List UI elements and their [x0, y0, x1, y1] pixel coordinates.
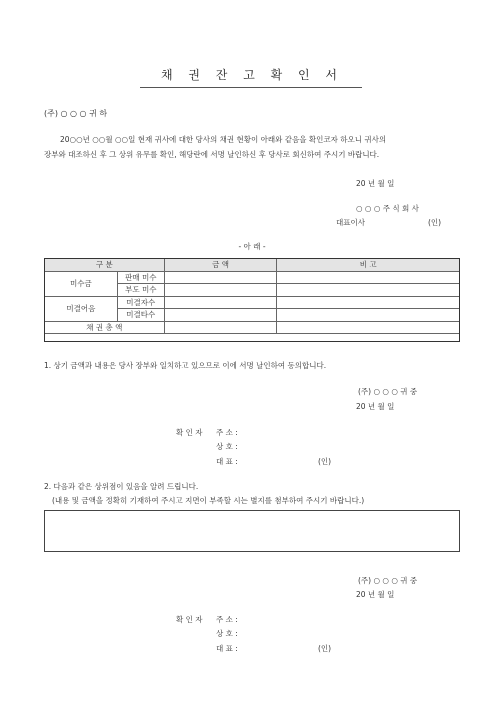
group-receivables: 미수금	[45, 271, 118, 296]
section2-rep-label: 대 표 :	[216, 644, 238, 653]
remarks-cell[interactable]	[277, 271, 460, 284]
item-sales-receivable: 판매 미수	[117, 271, 164, 284]
amount-cell[interactable]	[164, 284, 277, 297]
intro-line-1: 20○○년 ○○월 ○○일 현재 귀사에 대한 당사의 채권 현황이 아래와 같음을 확인코자 하오니 귀사의	[60, 135, 387, 144]
remarks-cell[interactable]	[277, 309, 460, 322]
sender-seal: (인)	[428, 218, 442, 227]
total-remarks-cell[interactable]	[277, 321, 460, 334]
group-outstanding-notes: 미결어음	[45, 296, 118, 321]
amount-cell[interactable]	[164, 296, 277, 309]
sender-company: ○ ○ ○ 주 식 회 사	[356, 204, 419, 213]
section2-confirmer: 확 인 자	[176, 615, 203, 624]
amount-cell[interactable]	[164, 271, 277, 284]
table-row	[45, 271, 460, 284]
addressee: (주) ○ ○ ○ 귀 하	[44, 109, 108, 118]
section1-to: (주) ○ ○ ○ 귀 중	[358, 387, 418, 396]
balance-table	[44, 258, 460, 334]
section2-trade-label: 상 호 :	[216, 629, 238, 638]
section1-confirmer: 확 인 자	[176, 428, 203, 437]
intro-line-2: 장부와 대조하신 후 그 상위 유무를 확인, 해당란에 서명 날인하신 후 당사로 회신하여 주시기 바랍니다.	[44, 150, 380, 159]
section1-trade-label: 상 호 :	[216, 442, 238, 451]
item-default-receivable: 부도 미수	[117, 284, 164, 297]
sender-representative: 대표이사	[336, 218, 365, 227]
total-amount-cell[interactable]	[164, 321, 277, 334]
section1-statement: 1. 상기 금액과 내용은 당사 장부와 일치하고 있으므로 이에 서명 날인하여 동의합니다.	[44, 361, 327, 370]
header-category: 구 분	[45, 259, 165, 272]
header-remarks: 비 고	[277, 259, 460, 272]
discrepancy-box[interactable]	[44, 510, 460, 552]
below-heading: - 아 래 -	[238, 242, 266, 251]
header-amount: 금 액	[164, 259, 277, 272]
total-label: 채 권 총 액	[45, 321, 165, 334]
section1-address-label: 주 소 :	[216, 428, 238, 437]
section2-date: 20 년 월 일	[356, 590, 395, 599]
item-own-notes: 미결자수	[117, 296, 164, 309]
section2-address-label: 주 소 :	[216, 615, 238, 624]
section2-seal: (인)	[318, 644, 332, 653]
title-underline	[140, 87, 362, 88]
document-date: 20 년 월 일	[356, 179, 395, 188]
item-other-notes: 미결타수	[117, 309, 164, 322]
amount-cell[interactable]	[164, 309, 277, 322]
table-row	[45, 296, 460, 309]
table-header-row	[45, 259, 460, 272]
section1-date: 20 년 월 일	[356, 402, 395, 411]
section2-note: (내용 및 금액을 정확히 기재하여 주시고 지면이 부족할 시는 별지를 첨부하여 주시기 바랍니다.)	[52, 496, 365, 505]
table-row	[45, 321, 460, 334]
section1-seal: (인)	[318, 457, 332, 466]
document-title: 채 권 잔 고 확 인 서	[160, 68, 344, 82]
remarks-cell[interactable]	[277, 284, 460, 297]
section2-to: (주) ○ ○ ○ 귀 중	[358, 576, 418, 585]
section2-statement: 2. 다음과 같은 상위점이 있음을 알려 드립니다.	[44, 482, 199, 491]
remarks-cell[interactable]	[277, 296, 460, 309]
section1-rep-label: 대 표 :	[216, 457, 238, 466]
